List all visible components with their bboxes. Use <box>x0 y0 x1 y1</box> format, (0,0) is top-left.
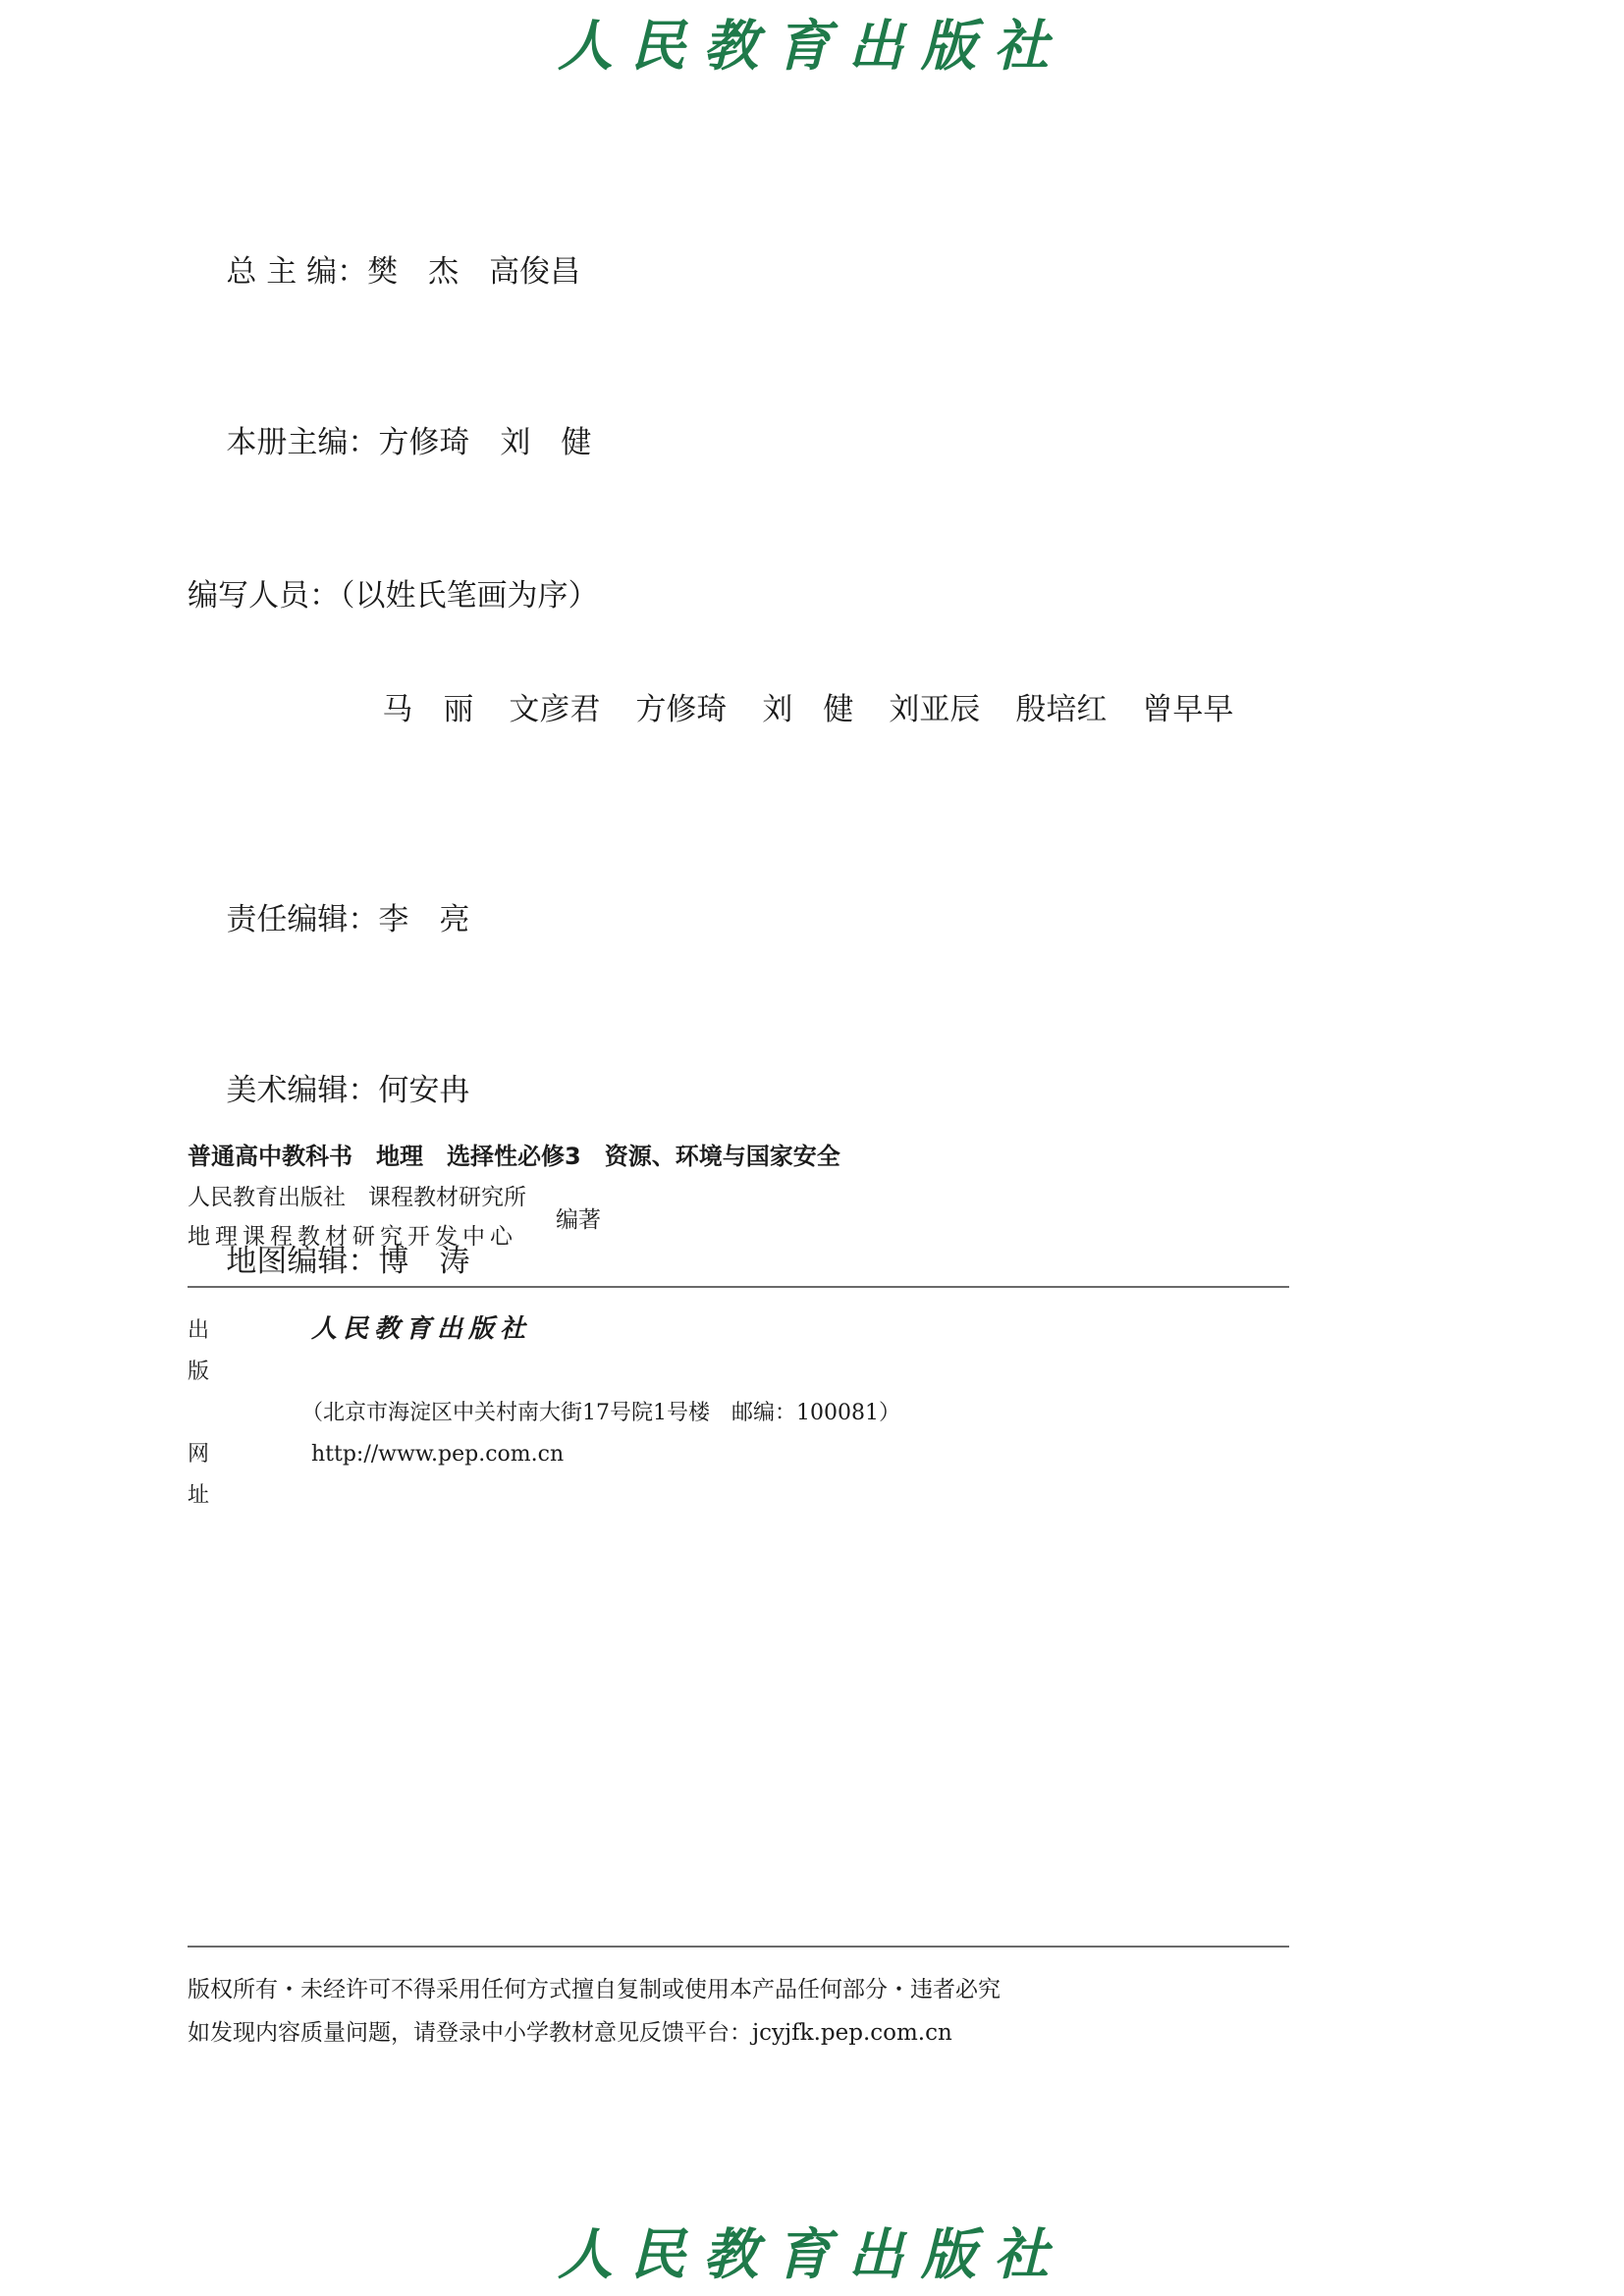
publisher-address: （北京市海淀区中关村南大街17号院1号楼 邮编：100081） <box>301 1401 900 1425</box>
publication-info <box>188 1308 900 1517</box>
writer-name: 曾早早 <box>1142 692 1234 727</box>
responsible-editor-name: 李 亮 <box>378 902 470 937</box>
publisher-logo-small: 人民教育出版社 <box>311 1314 532 1344</box>
writer-name: 马 丽 <box>382 692 474 727</box>
volume-editor-row <box>188 357 1269 528</box>
book-info <box>188 1137 840 1256</box>
publisher-logo-bottom: 人民教育出版社 <box>558 2222 1066 2287</box>
writer-name: 殷培红 <box>1015 692 1108 727</box>
responsible-editor-label: 责任编辑： <box>226 902 379 937</box>
compiler-line2: 地理课程教材研究开发中心 <box>188 1224 517 1250</box>
writers-label: 编写人员：（以姓氏笔画为序） <box>188 578 599 614</box>
compilers <box>188 1178 840 1256</box>
publisher-label: 出版 <box>188 1318 251 1384</box>
writer-name: 文彦君 <box>509 692 601 727</box>
map-editor-label: 地图编辑： <box>226 1244 379 1279</box>
publisher-logo-top: 人民教育出版社 <box>558 14 1066 79</box>
copyright-line1: 版权所有・未经许可不得采用任何方式擅自复制或使用本产品任何部分・违者必究 <box>188 1977 1001 2002</box>
divider-bottom <box>188 1946 1289 1948</box>
art-editor-label: 美术编辑： <box>226 1073 379 1108</box>
compile-role: 编著 <box>556 1206 601 1233</box>
volume-editor-names: 方修琦 刘 健 <box>378 425 592 460</box>
writer-name: 刘 健 <box>762 692 854 727</box>
divider-top <box>188 1286 1289 1288</box>
chief-editor-names: 樊 杰 高俊昌 <box>367 254 581 290</box>
writer-name: 方修琦 <box>635 692 728 727</box>
writer-name: 刘亚辰 <box>889 692 981 727</box>
chief-editor-label: 总 主 编： <box>226 254 368 290</box>
website-url[interactable]: http://www.pep.com.cn <box>311 1442 565 1467</box>
book-title: 普通高中教科书 地理 选择性必修3 资源、环境与国家安全 <box>188 1143 840 1170</box>
copyright-line2: 如发现内容质量问题，请登录中小学教材意见反馈平台：jcyjfk.pep.com.cn <box>188 2020 952 2046</box>
responsible-editor-row <box>188 834 1269 1005</box>
map-editor-name: 博 涛 <box>378 1244 470 1279</box>
art-editor-name: 何安冉 <box>378 1073 470 1108</box>
website-label: 网址 <box>188 1442 251 1508</box>
writers-list <box>188 624 1269 795</box>
copyright-notice <box>188 1968 1001 2055</box>
compiler-line1: 人民教育出版社 课程教材研究所 <box>188 1185 526 1210</box>
volume-editor-label: 本册主编： <box>226 425 379 460</box>
chief-editor-row <box>188 187 1269 357</box>
